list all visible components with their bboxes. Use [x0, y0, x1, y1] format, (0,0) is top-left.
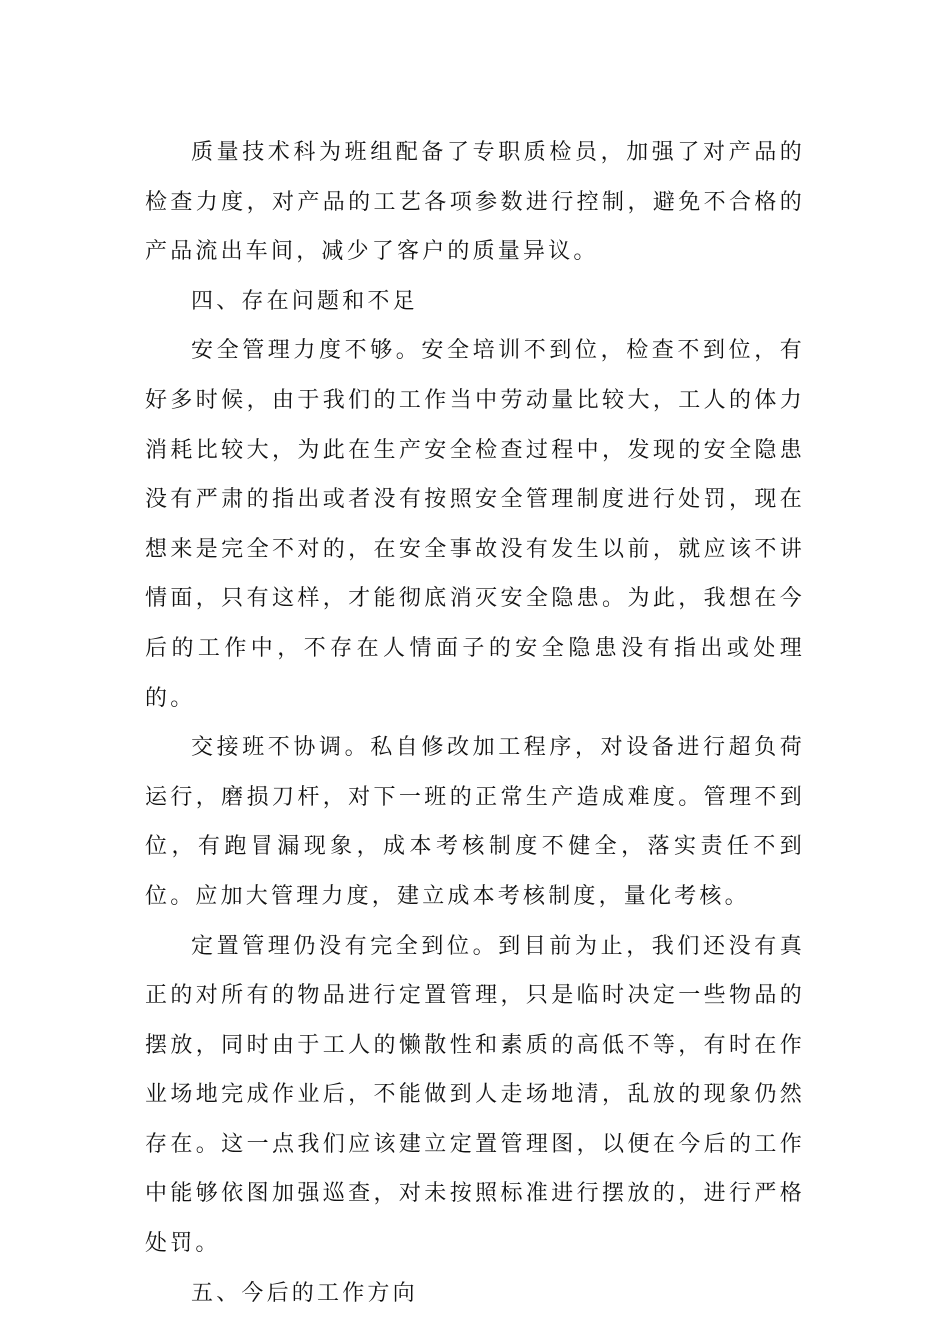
- section-heading-problems: 四、存在问题和不足: [191, 288, 418, 314]
- paragraph-safety-management: 安全管理力度不够。安全培训不到位，检查不到位，有好多时候，由于我们的工作当中劳动量比较大，工人的体力消耗比较大，为此在生产安全检查过程中，发现的安全隐患没有严肃的指出或者没有按照安全管理制度进行处罚，现在想来是完全不对的，在安全事故没有发生以前，就应该不讲情面，只有这样，才能彻底消灭安全隐患。为此，我想在今后的工作中，不存在人情面子的安全隐患没有指出或处理的。: [145, 338, 805, 711]
- paragraph-shift-handover: 交接班不协调。私自修改加工程序，对设备进行超负荷运行，磨损刀杆，对下一班的正常生产造成难度。管理不到位，有跑冒漏现象，成本考核制度不健全，落实责任不到位。应加大管理力度，建立成本考核制度，量化考核。: [145, 735, 805, 909]
- paragraph-placement-management: 定置管理仍没有完全到位。到目前为止，我们还没有真正的对所有的物品进行定置管理，只是临时决定一些物品的摆放，同时由于工人的懒散性和素质的高低不等，有时在作业场地完成作业后，不能做到人走场地清，乱放的现象仍然存在。这一点我们应该建立定置管理图，以便在今后的工作中能够依图加强巡查，对未按照标准进行摆放的，进行严格处罚。: [145, 933, 805, 1257]
- document-page: [145, 128, 805, 1318]
- paragraph-quality-inspection: 质量技术科为班组配备了专职质检员，加强了对产品的检查力度，对产品的工艺各项参数进行控制，避免不合格的产品流出车间，减少了客户的质量异议。: [145, 140, 805, 265]
- section-heading-future-direction: 五、今后的工作方向: [191, 1280, 418, 1306]
